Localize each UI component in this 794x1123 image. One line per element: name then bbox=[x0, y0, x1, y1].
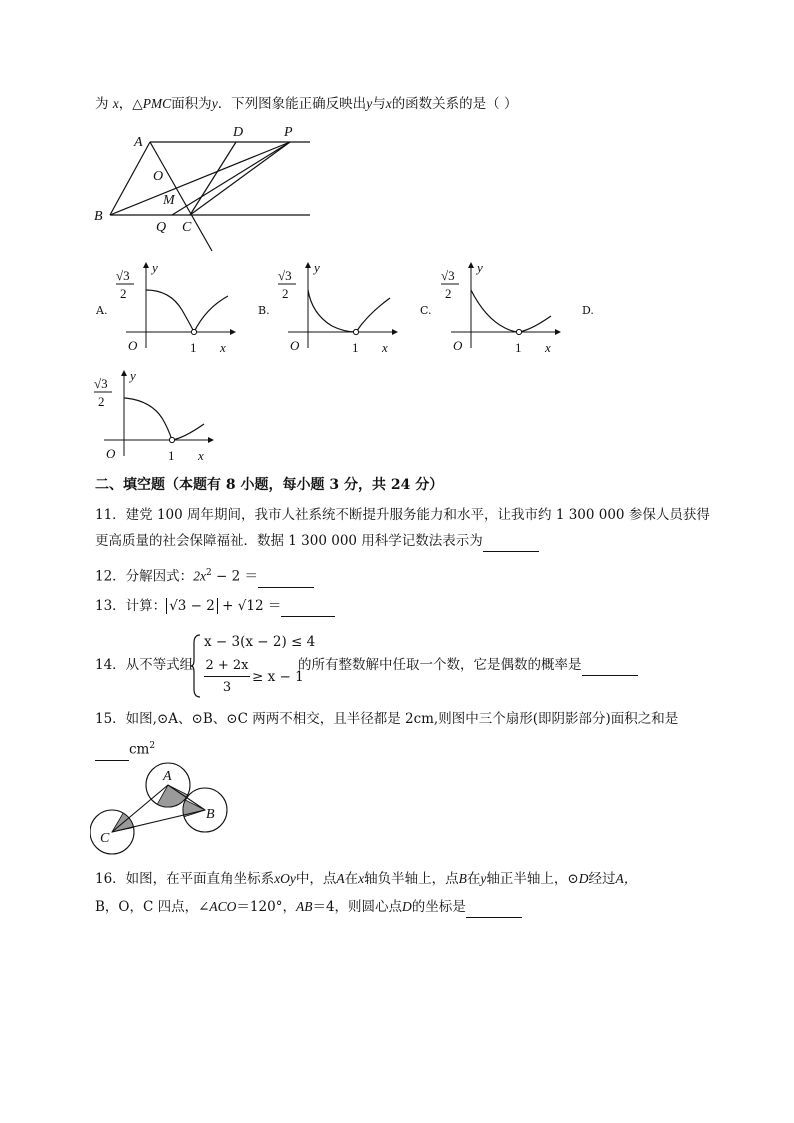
parallelogram-figure bbox=[90, 118, 320, 258]
q10-text: ．下列图象能正确反映出 bbox=[217, 96, 367, 112]
label-a: A bbox=[134, 135, 143, 150]
q16-text: 16．如图，在平面直角坐标系 bbox=[95, 871, 275, 887]
label-q: Q bbox=[156, 220, 167, 235]
option-a-graph[interactable] bbox=[110, 258, 240, 358]
brace-icon bbox=[190, 633, 202, 699]
q13 bbox=[95, 596, 335, 617]
q10-text: 与 bbox=[372, 96, 386, 112]
open-point-marker bbox=[516, 329, 521, 334]
y-tick-sqrt3: √3 bbox=[94, 376, 108, 391]
q15-answer-blank[interactable] bbox=[95, 740, 129, 761]
label-p: P bbox=[284, 125, 293, 140]
label-c: C bbox=[100, 831, 110, 846]
q12-prefix: 12．分解因式： bbox=[95, 568, 194, 585]
q16-point-a: A， bbox=[615, 871, 638, 886]
y-axis-label: y bbox=[152, 260, 158, 275]
q10-stem bbox=[95, 94, 517, 114]
q10-text: 为 bbox=[95, 96, 109, 112]
option-c-label[interactable]: C. bbox=[420, 304, 432, 317]
q16-point-d: D bbox=[402, 899, 412, 914]
q16-line2 bbox=[95, 897, 522, 918]
q10-text: ，△ bbox=[118, 96, 143, 112]
label-o: O bbox=[153, 169, 164, 184]
q14-frac-num: 2 + 2x bbox=[205, 658, 249, 673]
open-point-marker bbox=[169, 437, 174, 442]
origin-label: O bbox=[128, 338, 138, 353]
segment-pc bbox=[190, 142, 290, 215]
y-axis-label: y bbox=[314, 260, 320, 275]
option-c-graph[interactable] bbox=[435, 258, 565, 358]
q13-answer-blank[interactable] bbox=[281, 596, 335, 617]
label-d: D bbox=[233, 125, 244, 140]
function-curve bbox=[146, 290, 228, 332]
q16-text: 轴负半轴上，点 bbox=[364, 871, 459, 887]
q16-xoy: xOy bbox=[274, 871, 296, 886]
q11-answer-blank[interactable] bbox=[483, 531, 539, 552]
q15-line2 bbox=[95, 736, 155, 761]
q11-text: 更高质量的社会保障福祉．数据 1 300 000 用科学记数法表示为 bbox=[95, 533, 483, 549]
y-tick-den: 2 bbox=[282, 286, 289, 301]
q12-answer-blank[interactable] bbox=[258, 567, 314, 588]
q16-answer-blank[interactable] bbox=[466, 897, 522, 918]
q16-point-d: D bbox=[578, 871, 589, 886]
y-tick-sqrt3: √3 bbox=[278, 268, 292, 283]
q15-unit-exponent: 2 bbox=[149, 741, 156, 751]
q12 bbox=[95, 563, 314, 588]
q16-y-axis: y bbox=[480, 871, 487, 886]
segment-bp bbox=[110, 142, 290, 215]
triangle-pmc: PMC bbox=[142, 96, 172, 111]
y-tick-den: 2 bbox=[98, 394, 105, 409]
q16-angle: ACO bbox=[209, 899, 237, 914]
label-b: B bbox=[94, 209, 103, 224]
q16-text: ＝4，则圆心点 bbox=[312, 899, 403, 915]
x-tick-one: 1 bbox=[515, 340, 522, 355]
q14-suffix bbox=[298, 655, 638, 676]
x-axis-label: x bbox=[382, 340, 388, 355]
q15-unit: cm bbox=[129, 741, 150, 758]
x-axis-arrow-icon bbox=[208, 437, 214, 443]
open-point-marker bbox=[353, 329, 358, 334]
segment-ab bbox=[110, 142, 150, 215]
y-tick-den: 2 bbox=[120, 286, 127, 301]
q14-answer-blank[interactable] bbox=[582, 655, 638, 676]
x-axis-arrow-icon bbox=[392, 329, 398, 335]
q10-text: 的函数关系的是（ ） bbox=[391, 96, 518, 112]
q13-abs-value bbox=[166, 598, 218, 614]
label-b: B bbox=[206, 807, 215, 822]
x-axis-arrow-icon bbox=[230, 329, 236, 335]
q14-suffix-text: 的所有整数解中任取一个数，它是偶数的概率是 bbox=[298, 657, 582, 673]
option-b-label[interactable]: B. bbox=[258, 304, 270, 317]
function-curve bbox=[308, 290, 390, 332]
origin-label: O bbox=[290, 338, 300, 353]
q16-x-axis: x bbox=[358, 871, 365, 886]
segment-pq bbox=[172, 142, 290, 215]
q16-text: B，O，C 四点，∠ bbox=[95, 899, 210, 915]
q16-text: ＝120°， bbox=[236, 899, 296, 915]
y-tick-sqrt3: √3 bbox=[441, 268, 455, 283]
origin-label: O bbox=[453, 338, 463, 353]
section-title: 二、填空题（本题有 8 小题，每小题 3 分，共 24 分） bbox=[95, 477, 444, 493]
option-d-label[interactable]: D. bbox=[582, 304, 594, 317]
q15-line1: 15．如图,⊙A、⊙B、⊙C 两两不相交，且半径都是 2cm,则图中三个扇形(即阴影部分)面积之和是 bbox=[95, 711, 679, 727]
x-axis-arrow-icon bbox=[555, 329, 561, 335]
q16-point-b: B bbox=[458, 871, 467, 886]
q11-line2 bbox=[95, 531, 539, 552]
q13-eq: ＝ bbox=[263, 598, 282, 614]
q16-text: 的坐标是 bbox=[411, 899, 466, 915]
q10-text: 面积为 bbox=[171, 96, 212, 112]
q12-expr: − 2 ＝ bbox=[211, 568, 258, 585]
q13-plus: + bbox=[217, 598, 238, 614]
origin-label: O bbox=[106, 446, 116, 461]
q12-exponent: 2 bbox=[205, 568, 212, 578]
q16-text: 在 bbox=[466, 871, 481, 887]
x-axis-label: x bbox=[545, 340, 551, 355]
label-c: C bbox=[182, 220, 192, 235]
q14-prefix: 14．从不等式组 bbox=[95, 657, 194, 673]
three-circles-figure bbox=[90, 760, 240, 860]
option-d-graph[interactable] bbox=[88, 366, 218, 466]
x-axis-label: x bbox=[198, 448, 204, 463]
function-curve bbox=[124, 398, 204, 440]
x-tick-one: 1 bbox=[168, 448, 175, 463]
q14-frac-bar bbox=[204, 676, 250, 677]
var-x: x bbox=[385, 96, 392, 111]
x-tick-one: 1 bbox=[352, 340, 359, 355]
label-m: M bbox=[163, 193, 175, 208]
q16-segment: AB bbox=[295, 899, 313, 914]
x-axis-label: x bbox=[220, 340, 226, 355]
var-y: y bbox=[366, 96, 373, 111]
q16-point-a: A bbox=[336, 871, 345, 886]
option-a-label[interactable]: A. bbox=[96, 304, 108, 317]
x-tick-one: 1 bbox=[190, 340, 197, 355]
q14-frac-den: 3 bbox=[222, 680, 232, 695]
y-axis-label: y bbox=[130, 368, 136, 383]
q14-ineq1: x − 3(x − 2) ≤ 4 bbox=[204, 634, 316, 650]
q16-line1 bbox=[95, 869, 637, 889]
q13-prefix: 13．计算： bbox=[95, 598, 167, 614]
q16-text: 经过 bbox=[588, 871, 616, 887]
y-axis-label: y bbox=[477, 260, 483, 275]
var-y: y bbox=[211, 96, 218, 111]
q13-abs-inner: √3 − 2 bbox=[169, 598, 215, 614]
q12-expr: 2x bbox=[193, 568, 206, 584]
q16-text: 中，点 bbox=[295, 871, 337, 887]
q11-line1: 11．建党 100 周年期间，我市人社系统不断提升服务能力和水平，让我市约 1 300 000 参保人员获得 bbox=[95, 507, 710, 523]
y-tick-den: 2 bbox=[445, 286, 452, 301]
option-b-graph[interactable] bbox=[272, 258, 402, 358]
y-axis-arrow-icon bbox=[305, 262, 311, 268]
y-axis-arrow-icon bbox=[468, 262, 474, 268]
y-axis-arrow-icon bbox=[143, 262, 149, 268]
y-axis-arrow-icon bbox=[121, 370, 127, 376]
var-x: x bbox=[112, 96, 119, 111]
q16-text: 轴正半轴上，⊙ bbox=[486, 871, 579, 887]
open-point-marker bbox=[191, 329, 196, 334]
q13-sqrt: √12 bbox=[237, 598, 264, 614]
q16-text: 在 bbox=[344, 871, 359, 887]
q14-ineq2-rhs: ≥ x − 1 bbox=[252, 669, 304, 685]
label-a: A bbox=[163, 769, 172, 784]
y-tick-sqrt3: √3 bbox=[116, 268, 130, 283]
function-curve bbox=[471, 290, 551, 332]
segment-dc bbox=[190, 142, 236, 215]
